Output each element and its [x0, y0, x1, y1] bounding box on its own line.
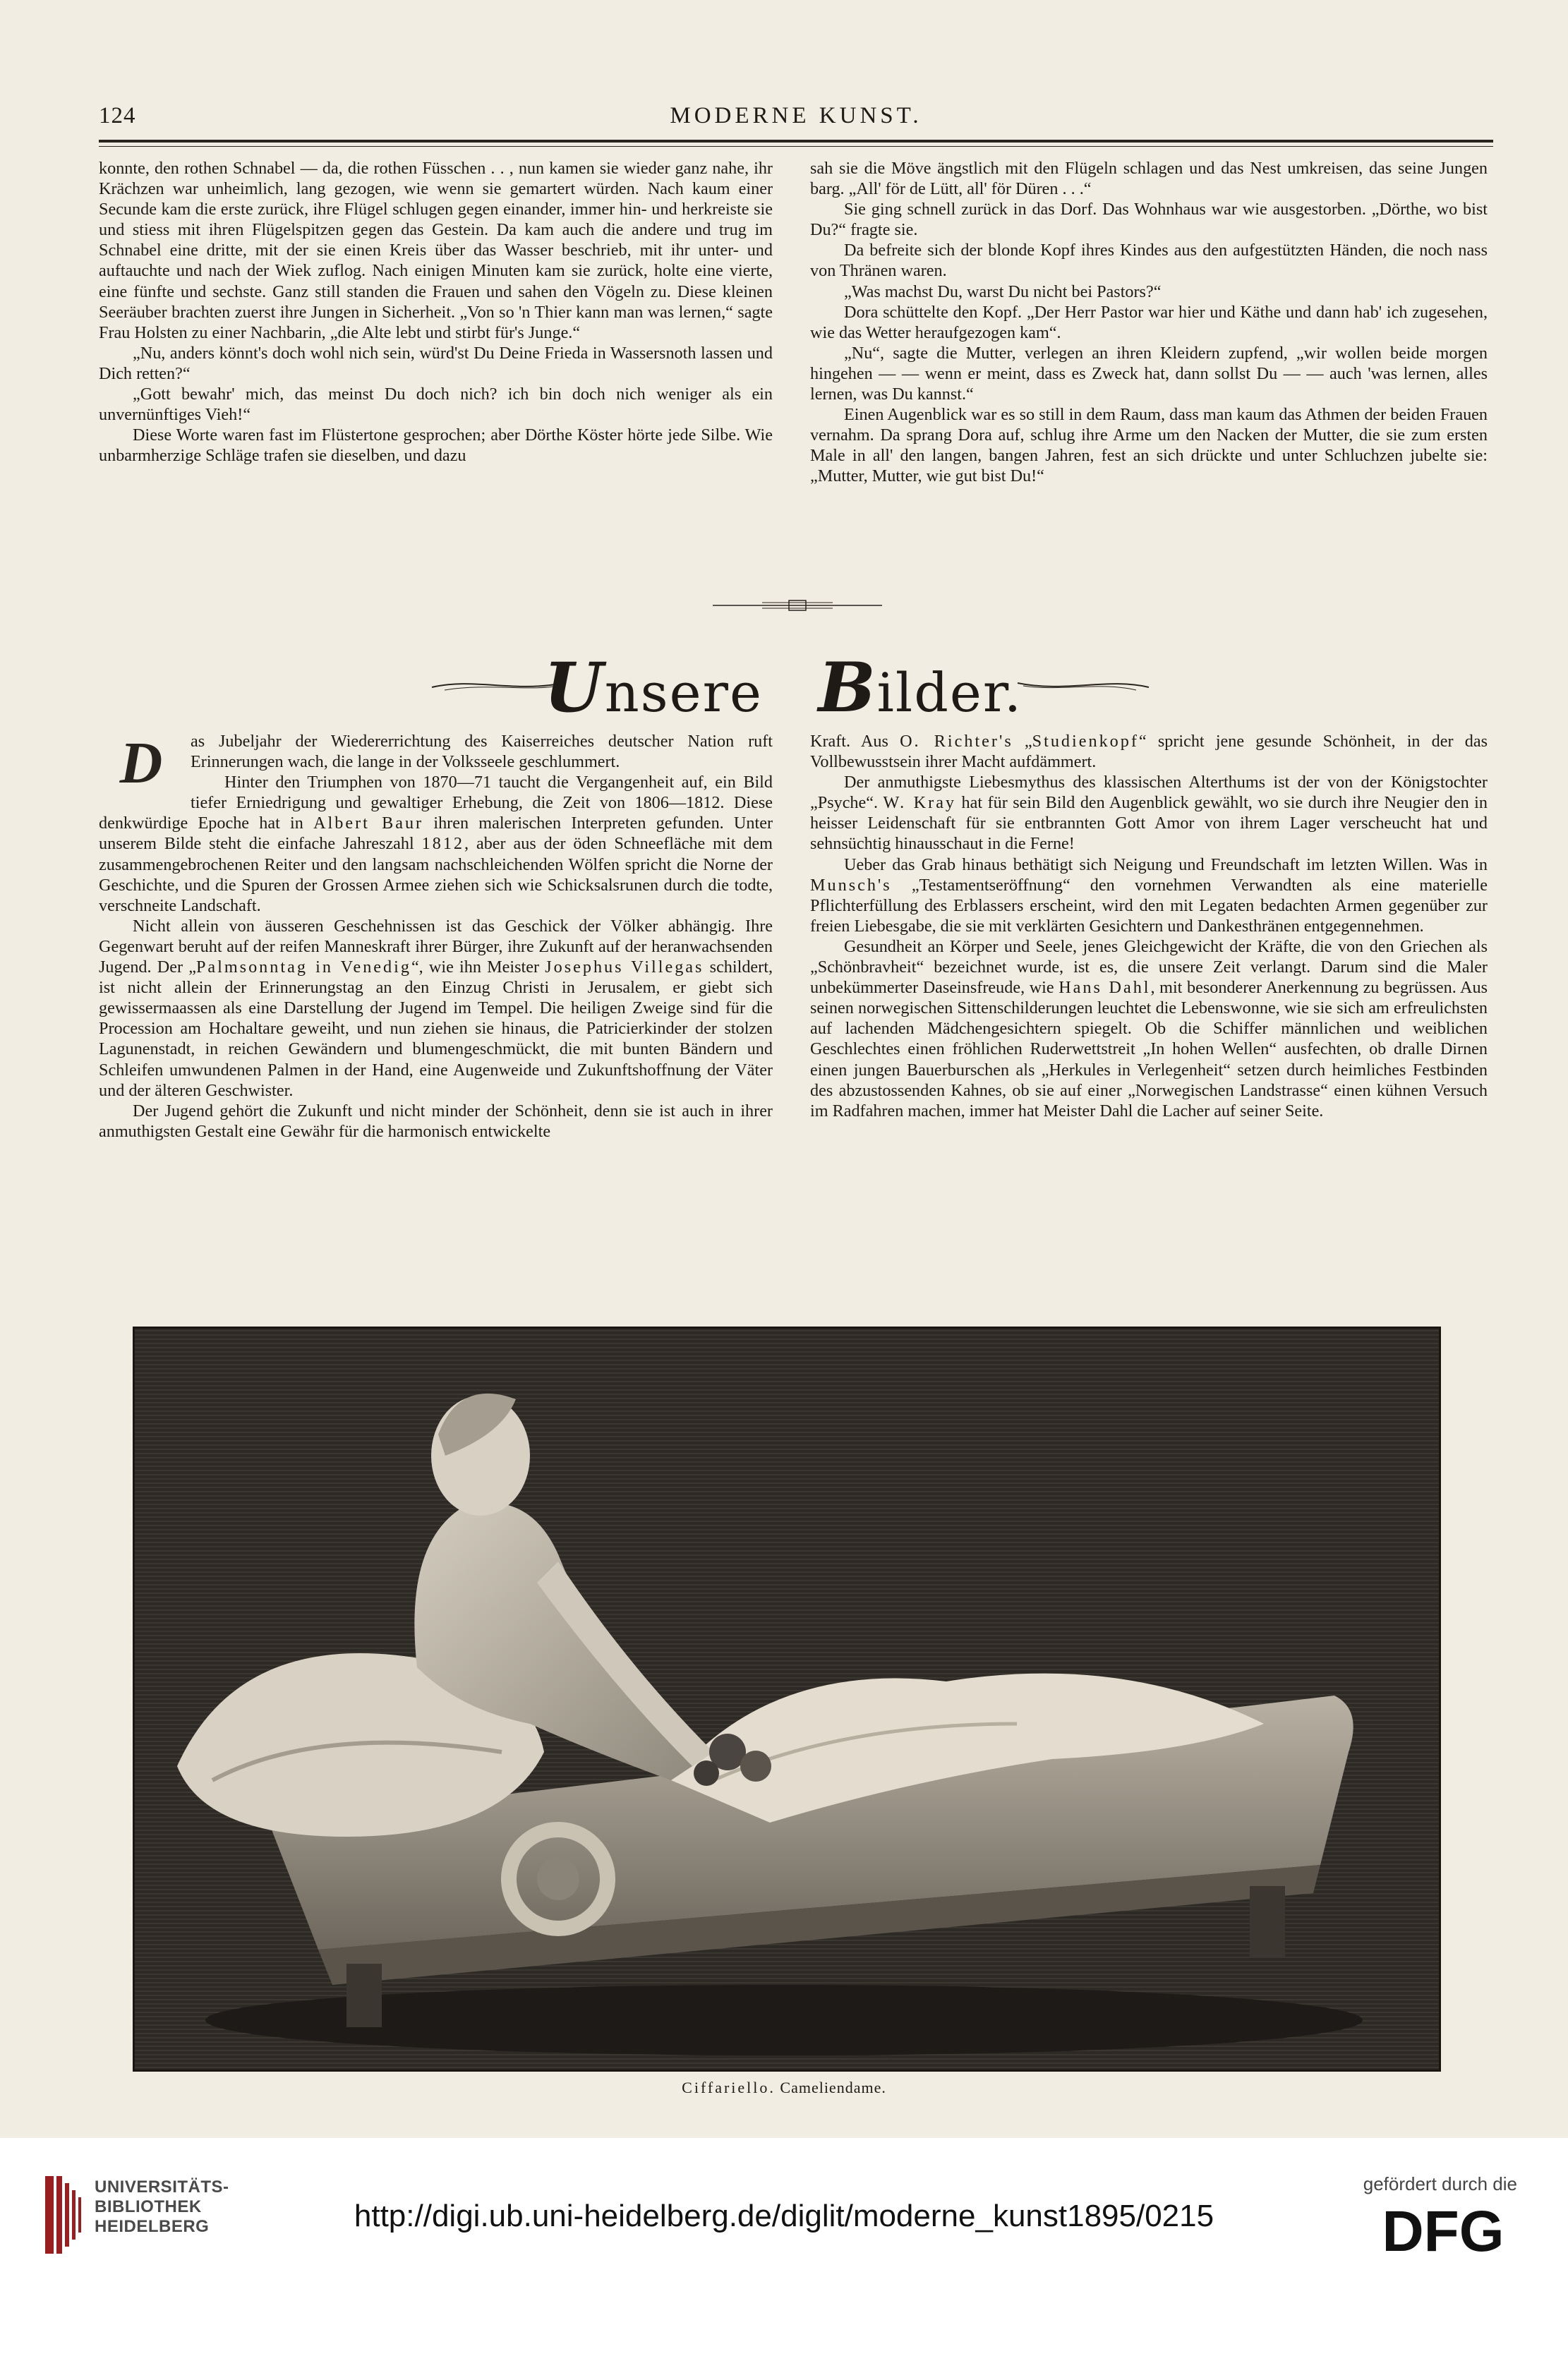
- text-run: Gesundheit an Körper und Seele, jenes Gleichgewicht der Kräfte, die von den Griechen als „Schönbravheit“ bezeichnet wurde, ist es, die unsere Zeit verlangt. Darum sind die Maler unbekümmerter Daseinsfreude, wie: [810, 936, 1488, 998]
- text-run: “, wie ihn Meister: [411, 958, 545, 977]
- artwork-title: Studienkopf: [1032, 732, 1139, 751]
- paragraph: Da befreite sich der blonde Kopf ihres Kindes aus den aufgestützten Händen, die noch nass von Thränen waren.: [810, 241, 1488, 281]
- caption-title: Cameliendame.: [780, 2079, 886, 2096]
- section-heading: [395, 648, 1171, 727]
- header-rule-thick: [99, 140, 1493, 143]
- paragraph: [99, 916, 773, 1101]
- text-run: Nicht allein von äusseren Geschehnissen ist das Geschick der Völker abhängig. Ihre Gegenwart beruht auf der reifen Manneskraft ihrer Bürger, ihre Zukunft auf der heranwachsenden Jugend. Der „: [99, 916, 773, 977]
- text-run: Kraft. Aus: [810, 732, 900, 751]
- story-column-left: [99, 158, 773, 466]
- dropcap-letter: D: [119, 730, 163, 796]
- article-column-left: [99, 731, 773, 1142]
- paragraph: „Was machst Du, warst Du nicht bei Pastors?“: [844, 282, 1162, 301]
- paragraph: Sie ging schnell zurück in das Dorf. Das Wohnhaus war wie ausgestorben. „Dörthe, wo bist Du?“ fragte sie.: [810, 200, 1488, 240]
- paragraph: Der Jugend gehört die Zukunft und nicht minder der Schönheit, denn sie ist auch in ihrer anmuthigsten Gestalt eine Gewähr für die harmonisch entwickelte: [99, 1101, 773, 1141]
- artwork-title: Palmsonntag in Venedig: [195, 958, 411, 977]
- story-column-right: [810, 158, 1488, 487]
- caption-artist: Ciffariello.: [682, 2079, 776, 2096]
- text-run: hat für sein Bild den Augenblick gewählt, wo sie durch ihre Neugier den in heisser Leidenschaft für sie entbrannten Gott Amor von ihrem Lager verscheucht hat und sehnsüchtig hinausschaut in die Ferne!: [810, 793, 1488, 854]
- dfg-logo-text: DFG: [1382, 2203, 1504, 2259]
- paragraph: „Nu, anders könnt's doch wohl nich sein, würd'st Du Deine Frieda in Wassersnoth lassen und Dich retten?“: [99, 343, 773, 383]
- heading-word: nsere: [604, 661, 763, 724]
- artist-name: W. Kray: [883, 793, 957, 813]
- text-run: Der anmuthigste Liebesmythus des klassischen Alterthums ist der von der Königstochter „Psyche“.: [810, 773, 1488, 813]
- figure-caption: [0, 2079, 1568, 2097]
- paragraph: [99, 772, 773, 916]
- text-run: , mit besonderer Anerkennung zu begrüssen. Aus seinen norwegischen Sittenschilderungen leuchtet die Lebenswonne, wie sie sich am erfreulichsten auf lachenden Mädchengesichtern spiegelt. Ob die Schiffer männlichen und weiblichen Geschlechtes einen fröhlichen Ruderwettstreit „In hohen Wellen“ ausfechten, ob dralle Dirnen einen jungen Bauerburschen als „Herkules in Verlegenheit“ setzen durch heimliches Festbinden des abzustossenden Kahnes, ob sie auf einer „Norwegischen Landstrasse“ einen kühnen Versuch im Radfahren machen, immer hat Meister Dahl die Lacher auf seiner Seite.: [810, 978, 1488, 1120]
- divider-ornament-icon: [713, 598, 882, 612]
- dfg-logo-icon: [1369, 2203, 1517, 2259]
- heading-word: ilder.: [876, 661, 1023, 724]
- funder-text: gefördert durch die: [1363, 2173, 1517, 2194]
- paragraph: Diese Worte waren fast im Flüstertone gesprochen; aber Dörthe Köster hörte jede Silbe. Wie unbarmherzige Schläge trafen sie dieselben, und dazu: [99, 425, 773, 466]
- running-title: MODERNE KUNST.: [670, 103, 922, 128]
- paragraph: [810, 772, 1488, 854]
- paragraph: [99, 730, 773, 796]
- artist-name: Hans Dahl: [1059, 978, 1151, 998]
- engraving-illustration: [133, 1327, 1441, 2072]
- heading-initial: B: [818, 648, 877, 727]
- artist-name: Josephus Villegas: [545, 958, 704, 977]
- library-name-line: UNIVERSITÄTS-: [95, 2177, 229, 2197]
- artist-name: O. Richter's: [900, 732, 1013, 751]
- heading-initial: U: [544, 648, 605, 727]
- paragraph: Dora schüttelte den Kopf. „Der Herr Pastor war hier und Käthe und dann hab' ich zugesehen, wie das Wetter heraufgezogen kam“.: [810, 302, 1488, 342]
- text-run: “ spricht jene gesunde Schönheit, in der das Vollbewusstsein ihrer Macht aufdämmert.: [810, 732, 1488, 772]
- paragraph: „Nu“, sagte die Mutter, verlegen an ihren Kleidern zupfend, „wir wollen beide morgen hingehen — — wenn er meint, dass es Zweck hat, dann sollst Du — — auch 'was lernen, alles lernen, was Du kannst.“: [810, 343, 1488, 404]
- text-run: „: [1013, 732, 1032, 751]
- paragraph: [810, 936, 1488, 1121]
- text-run: Ueber das Grab hinaus bethätigt sich Neigung und Freundschaft im letzten Willen. Was in: [844, 854, 1488, 874]
- text-run: „Testamentseröffnung“ den vornehmen Verwandten als eine materielle Pflichterfüllung des Erblassers erscheint, wird den mit Legaten bedachten Armen gegenüber zur freien Liebesgabe, die sie mit verklärten Gesichtern und Dankesthränen entgegennehmen.: [810, 875, 1488, 936]
- library-name-line: BIBLIOTHEK: [95, 2197, 202, 2216]
- text-run: , aber aus der öden Schneefläche mit dem zusammengebrochenen Reiter und den langsam nachschleichenden Wölfen spricht die Norne der Geschichte, und die Spuren der Grossen Armee ziehen sich wie Schicksalsrunen durch die todte, verschneite Landschaft.: [99, 834, 773, 915]
- paragraph: [810, 731, 1488, 772]
- paragraph: „Gott bewahr' mich, das meinst Du doch nich? ich bin doch nich weniger als ein unvernünftiges Vieh!“: [99, 385, 773, 425]
- permalink-url[interactable]: http://digi.ub.uni-heidelberg.de/diglit/moderne_kunst1895/0215: [354, 2199, 1214, 2233]
- digitization-footer: [0, 2138, 1568, 2368]
- paragraph: konnte, den rothen Schnabel — da, die rothen Füsschen . . , nun kamen sie wieder ganz nahe, ihr Krächzen war unheimlich, lang gezogen, wie wenn sie gemartert würden. Nach kaum einer Secunde kam die erste zurück, ihre Flügel schlugen gegen einander, immer hin- und herkreiste sie und stiess mit ihren Flügelspitzen gegen das Gestein. Da kam auch die andere und trug im Schnabel eine dritte, mit der sie einen Kreis über das Wasser beschrieb, mit ihr unter- und auftauchte und nach der Wiek zuflog. Nach einigen Minuten kam sie zurück, holte eine vierte, eine fünfte und sechste. Ganz still standen die Frauen und sahen den Vögeln zu. Diese kleinen Seeräuber brachten zuerst ihre Jungen in Sicherheit. „Von so 'n Thier kann man was lernen,“ sagte Frau Holsten zu einer Nachbarin, „die Alte lebt und stirbt für's Junge.“: [99, 159, 773, 342]
- artist-name: Munsch's: [810, 875, 892, 895]
- header-rule-thin: [99, 146, 1493, 147]
- text-run: ihren malerischen Interpreten gefunden. Unter unserem Bilde steht die einfache Jahreszahl: [99, 814, 773, 854]
- swash-right-icon: [1016, 675, 1150, 696]
- artist-name: Albert Baur: [313, 814, 424, 833]
- paragraph-text: as Jubeljahr der Wiedererrichtung des Kaiserreiches deutscher Nation ruft Erinnerungen wach, die lange in der Volksseele geschlummert.: [191, 732, 773, 772]
- article-column-right: [810, 731, 1488, 1121]
- library-name-line: HEIDELBERG: [95, 2217, 210, 2236]
- page-header: [99, 103, 1493, 138]
- paragraph: sah sie die Möve ängstlich mit den Flügeln schlagen und das Nest umkreisen, das seine Jungen barg. „All' för de Lütt, all' för Düren . . .“: [810, 159, 1488, 199]
- paragraph: Einen Augenblick war es so still in dem Raum, dass man kaum das Athmen der beiden Frauen vernahm. Da sprang Dora auf, schlug ihre Arme um den Nacken der Mutter, die sie zum ersten Male in all' den langen, bangen Jahren, fest an sich drückte und unter Schluchzen jubelte sie: „Mutter, Mutter, wie gut bist Du!“: [810, 405, 1488, 486]
- dropcap: [99, 730, 183, 796]
- text-run: schildert, ist nicht allein der Erinnerungstag an den Einzug Christi in Jerusalem, er giebt sich gewissermaassen als eine Darstellung der Jugend im Tempel. Die heiligen Zweige sind für die Procession am Hochaltare geweiht, und nun ziehen sie hinaus, die Patricierkinder der stolzen Lagunenstadt, in reichen Gewändern und blumengeschmückt, die mit bunten Bändern und Schleifen umwundenen Palmen in der Hand, eine Augenweide und Zukunftshoffnung der Väter und der älteren Geschwister.: [99, 958, 773, 1100]
- artwork-title: 1812: [421, 834, 465, 854]
- page-number: 124: [99, 103, 136, 128]
- text-run: Hinter den Triumphen von 1870—71 taucht die Vergangenheit auf, ein Bild tiefer Erniedrigung und gewaltiger Erhebung, die Zeit von 1806—1812. Diese denkwürdige Epoche hat in: [99, 773, 773, 833]
- paragraph: [810, 854, 1488, 936]
